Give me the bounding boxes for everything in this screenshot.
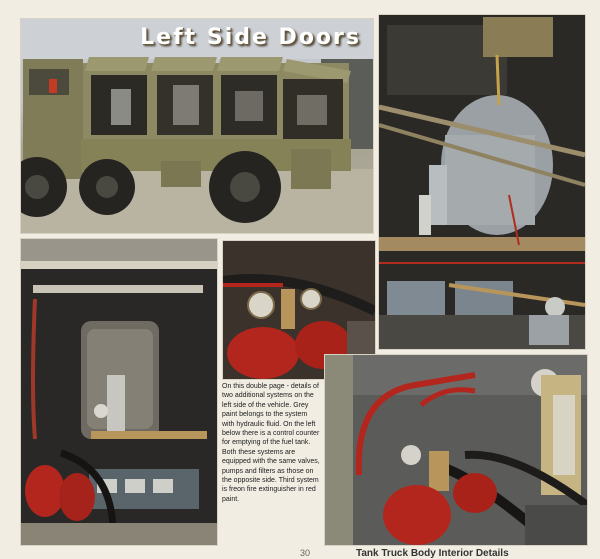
truck-photo [20,18,374,234]
running-title: Tank Truck Body Interior Details [356,548,509,559]
caption-text: On this double page - details of two additional systems on the left side of the vehicle. Grey paint belongs to the system with hydraulic fluid. On the left below there is a control counter for emptying of the fuel tank. Both these systems are equipped with the same valves, pumps and filters as those on the opposite side. Third system is freon fire extinguisher in red paint. [222,383,320,503]
hydraulic-system-illustration [379,15,585,349]
fuel-counter-illustration [21,239,217,545]
freon-extinguisher-photo [324,354,588,546]
page-headline: Left Side Doors [140,25,361,50]
fuel-counter-photo [20,238,218,546]
page-number: 30 [300,548,311,558]
hydraulic-system-photo [378,14,586,350]
freon-extinguisher-illustration [325,355,587,545]
truck-illustration [21,19,373,233]
page-footer [0,548,600,559]
